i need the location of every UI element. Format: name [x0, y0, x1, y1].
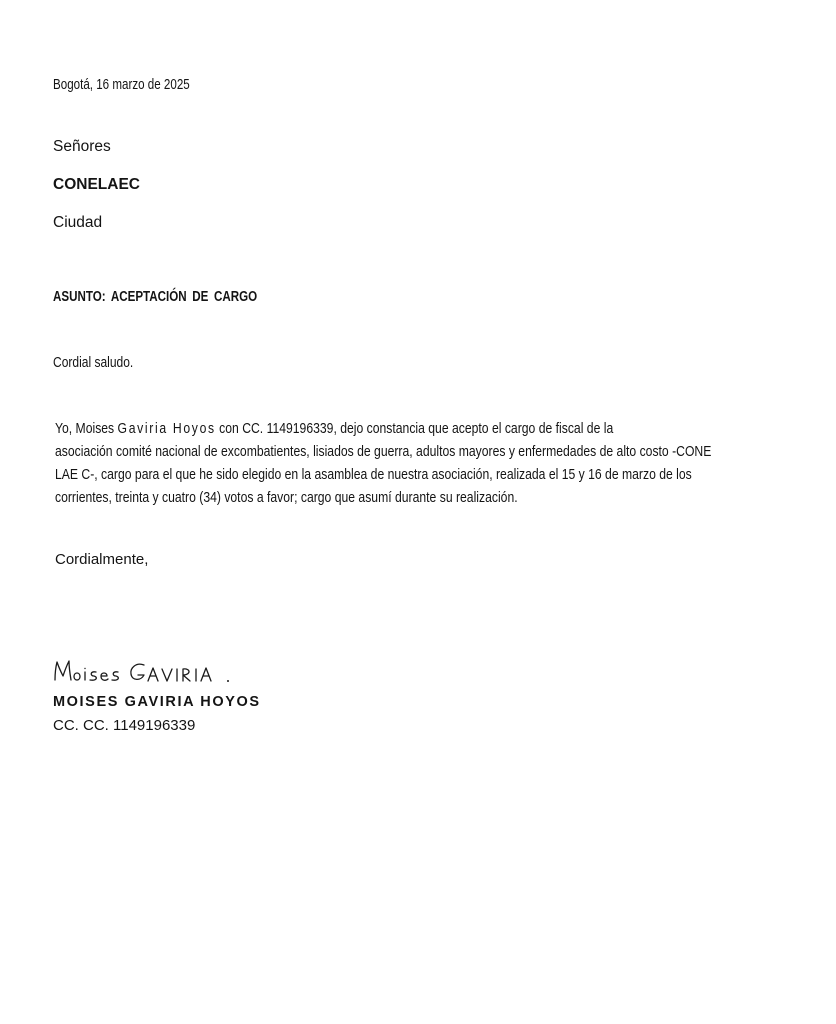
body-line-rest: con CC. 1149196339, dejo constancia que acepto el cargo de fiscal de la — [215, 421, 614, 437]
body-line: LAE C-, cargo para el que he sido elegido en la asamblea de nuestra asociación, realizada el 15 y 16 de marzo de los — [55, 467, 692, 483]
closing: Cordialmente, — [55, 551, 149, 568]
recipient-name: CONELAEC — [53, 176, 140, 193]
signer-id: CC. CC. 1149196339 — [53, 717, 196, 734]
greeting: Cordial saludo. — [53, 355, 134, 371]
handwritten-signature — [52, 656, 242, 688]
body-line — [55, 421, 613, 437]
body-line: asociación comité nacional de excombatientes, lisiados de guerra, adultos mayores y enfermedades de alto costo -CONE — [55, 444, 712, 460]
body-line-name: Gaviria Hoyos — [117, 421, 216, 437]
signer-name: MOISES GAVIRIA HOYOS — [53, 694, 261, 710]
salutation: Señores — [53, 138, 111, 155]
body-line-prefix: Yo, Moises — [55, 421, 118, 437]
letter-date: Bogotá, 16 marzo de 2025 — [53, 77, 190, 93]
body-line: corrientes, treinta y cuatro (34) votos a favor; cargo que asumí durante su realización. — [55, 490, 518, 506]
recipient-city: Ciudad — [53, 214, 103, 231]
subject-line: ASUNTO: ACEPTACIÓN DE CARGO — [53, 289, 258, 305]
